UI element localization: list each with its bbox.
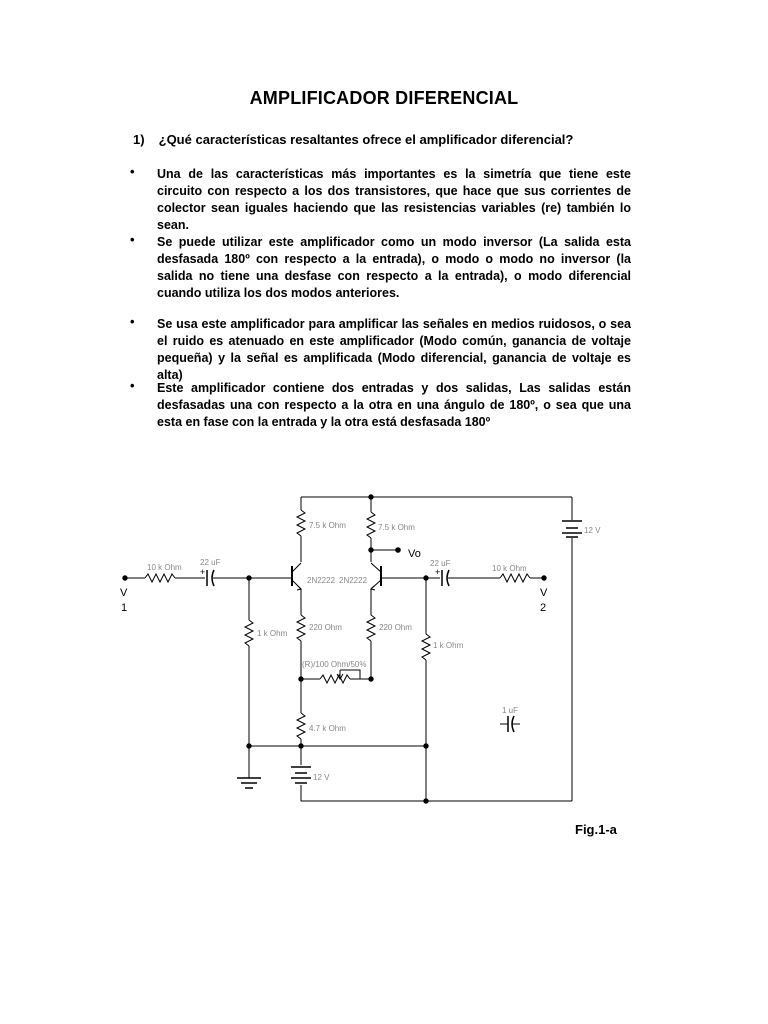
vee-label: 12 V bbox=[313, 773, 330, 782]
rin-right-label: 10 k Ohm bbox=[492, 564, 527, 573]
document-title: AMPLIFICADOR DIFERENCIAL bbox=[249, 88, 519, 108]
vee-battery-icon bbox=[291, 767, 311, 783]
question-text: ¿Qué características resaltantes ofrece el amplificador diferencial? bbox=[158, 132, 574, 147]
q-right-label: 2N2222 bbox=[339, 576, 368, 585]
figure-caption: Fig.1-a bbox=[575, 822, 617, 837]
rin-left-resistor-icon bbox=[145, 574, 175, 582]
cap-right-label: 22 uF bbox=[430, 559, 451, 568]
svg-text:+: + bbox=[435, 567, 441, 577]
rb-left-label: 1 k Ohm bbox=[257, 629, 288, 638]
rc-left-label: 7.5 k Ohm bbox=[309, 521, 346, 530]
cap-small-label: 1 uF bbox=[502, 706, 519, 715]
bullet-text: Se puede utilizar este amplificador como un modo inversor (La salida esta desfasada 180º con respecto a la entrada), o modo o modo no inversor (la salida no tiene una desfase con respecto a la entrada), o modo diferencial cuando utiliza los dos modos anteriores. bbox=[157, 235, 631, 300]
cap-left-label: 22 uF bbox=[200, 558, 221, 567]
v2-label-bottom: 2 bbox=[540, 602, 547, 614]
pot-resistor-icon bbox=[320, 675, 350, 683]
bullet-dot-icon: • bbox=[130, 164, 135, 179]
rin-right-resistor-icon bbox=[500, 574, 530, 582]
v1-label-bottom: 1 bbox=[121, 602, 128, 614]
re-left-label: 220 Ohm bbox=[309, 623, 342, 632]
rb-right-label: 1 k Ohm bbox=[433, 641, 464, 650]
rc-right-label: 7.5 k Ohm bbox=[378, 523, 415, 532]
bullet-dot-icon: • bbox=[130, 378, 135, 393]
q-left-transistor-icon bbox=[292, 563, 301, 590]
pot-label: (R)/100 Ohm/50% bbox=[302, 660, 367, 669]
rb-right-resistor-icon bbox=[422, 634, 430, 660]
vcc-label: 12 V bbox=[584, 526, 601, 535]
re-right-label: 220 Ohm bbox=[379, 623, 412, 632]
ground-icon bbox=[237, 778, 261, 788]
cap-left-capacitor-icon bbox=[207, 570, 214, 586]
vcc-battery-icon bbox=[562, 521, 582, 537]
rb-left-resistor-icon bbox=[245, 620, 253, 646]
question-number: 1) bbox=[133, 132, 145, 147]
q-left-label: 2N2222 bbox=[307, 576, 336, 585]
bullet-text: Se usa este amplificador para amplificar las señales en medios ruidosos, o sea el ruido es atenuado en este amplificador (Modo común, ganancia de voltaje pequeña) y la señal es amplificada (Modo diferencial, ganancia de voltaje es alta) bbox=[157, 317, 631, 382]
rtail-resistor-icon bbox=[297, 713, 305, 739]
svg-text:+: + bbox=[200, 567, 206, 577]
rc-right-resistor-icon bbox=[367, 512, 375, 538]
bullet-dot-icon: • bbox=[130, 314, 135, 329]
bullet-dot-icon: • bbox=[130, 232, 135, 247]
re-left-resistor-icon bbox=[297, 615, 305, 641]
v2-label-top: V bbox=[540, 587, 548, 599]
q-right-transistor-icon bbox=[371, 563, 381, 590]
cap-small-capacitor-icon bbox=[500, 716, 520, 732]
v1-label-top: V bbox=[120, 587, 128, 599]
vo-label: Vo bbox=[408, 548, 421, 560]
bullet-text: Una de las características más importantes es la simetría que tiene este circuito con respecto a los dos transistores, que hace que sus corrientes de colector sean iguales haciendo que las resistencias variables (re) también lo sean. bbox=[157, 167, 631, 232]
re-right-resistor-icon bbox=[367, 615, 375, 641]
cap-right-capacitor-icon bbox=[442, 570, 449, 586]
rtail-label: 4.7 k Ohm bbox=[309, 724, 346, 733]
rin-left-label: 10 k Ohm bbox=[147, 563, 182, 572]
rc-left-resistor-icon bbox=[297, 510, 305, 536]
bullet-text: Este amplificador contiene dos entradas y dos salidas, Las salidas están desfasadas una con respecto a la otra en una ángulo de 180º, o sea que una esta en fase con la entrada y la otra está desfasada 180º bbox=[157, 381, 631, 429]
